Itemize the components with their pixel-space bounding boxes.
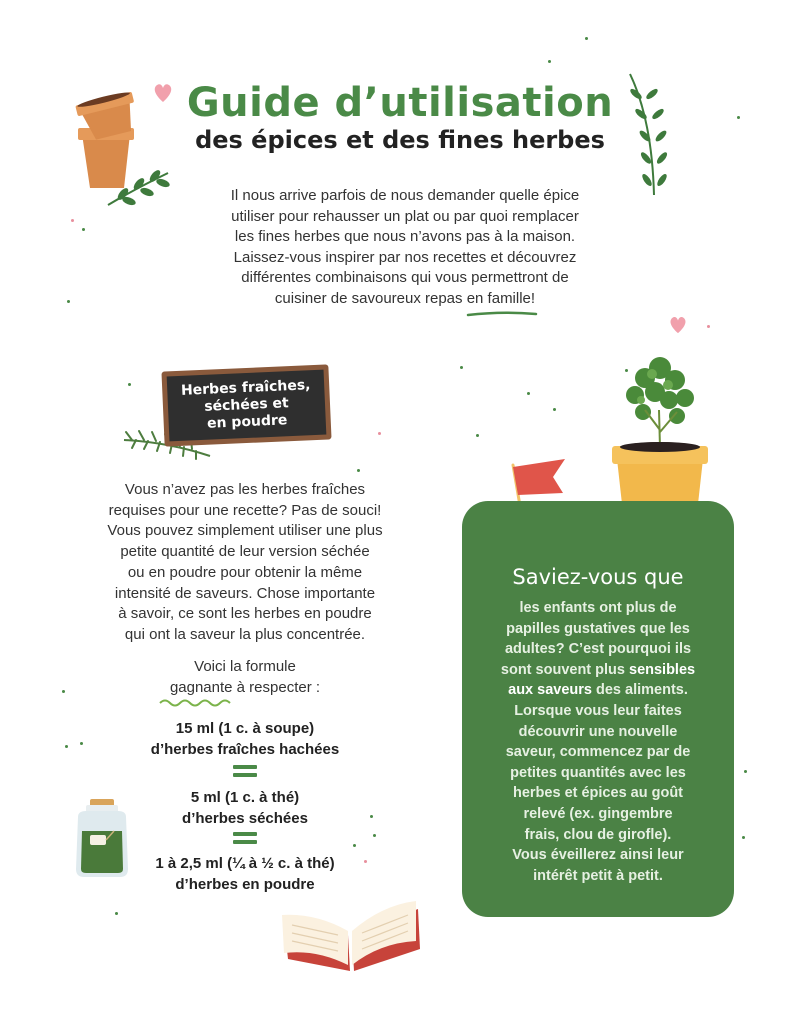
card-text: des aliments. [591,682,688,699]
card-line [487,680,709,701]
decor-dot [357,469,360,472]
intro-paragraph [195,186,615,309]
decor-dot [80,742,83,745]
decor-dot [128,383,131,386]
paragraph-line: ou en poudre pour obtenir la même [127,563,363,581]
decor-dot [527,392,530,395]
paragraph-line: Vous pouvez simplement utiliser une plus [107,522,383,540]
measure-fresh [85,718,405,760]
decor-dot [707,325,710,328]
chalkboard-line: en poudre [206,412,288,432]
card-line: saveur, commencez par de [505,744,691,761]
decor-dot [82,228,85,231]
card-line [487,660,709,681]
open-book-icon [278,893,423,973]
intro-highlight: en famille [466,289,531,307]
chalkboard-line: séchées et [203,395,290,415]
card-line: herbes et épices au goût [512,785,684,802]
paragraph-line: gagnante à respecter : [169,678,321,696]
chalkboard-sign [161,364,331,446]
decor-dot [548,60,551,63]
paragraph-line: intensité de saveurs. Chose importante [114,584,376,602]
decor-dot [625,369,628,372]
card-line: intérêt petit à petit. [533,867,663,884]
card-line: découvrir une nouvelle [518,723,678,740]
card-line: papilles gustatives que les [506,620,690,637]
decor-dot [67,300,70,303]
intro-line: les fines herbes que nous n’avons pas à la maison. [234,228,576,245]
decor-dot [744,770,747,773]
decor-dot [378,432,381,435]
intro-line: utiliser pour rehausser un plat ou par quoi remplacer [231,207,579,225]
herb-sprig-icon [103,165,173,210]
decor-dot [65,745,68,748]
intro-text: ! [530,289,536,307]
measure-line: 15 ml (1 c. à soupe) [175,720,315,737]
card-line: Vous éveillerez ainsi leur [512,847,684,864]
measure-dried [85,787,405,829]
chalkboard-line: Herbes fraîches, [180,377,311,399]
equals-sign [233,765,257,777]
measure-line: d’herbes en poudre [175,876,315,893]
paragraph-line: petite quantité de leur version séchée [120,543,370,561]
intro-line: Laissez-vous inspirer par nos recettes et découvrez [233,248,577,266]
equals-sign [233,832,257,844]
intro-line [195,289,615,310]
intro-line: différentes combinaisons qui vous permettront de [241,269,569,286]
decor-dot [373,834,376,837]
formula-intro [125,657,365,698]
card-line: petites quantités avec les [510,764,686,781]
decor-dot [742,836,745,839]
card-line: frais, clou de girofle). [524,826,672,843]
card-line: adultes? C’est pourquoi ils [504,641,692,658]
measure-line: d’herbes fraîches hachées [150,741,340,758]
decor-dot [115,912,118,915]
card-line: Lorsque vous leur faites [514,702,682,719]
decor-dot [585,37,588,40]
paragraph-line: à savoir, ce sont les herbes en poudre [118,605,372,623]
decor-dot [476,434,479,437]
card-emphasis: sensibles [629,661,696,678]
wavy-underline [158,697,233,707]
decor-dot [353,844,356,847]
page-subtitle: des épices et des fines herbes [195,126,605,154]
intro-line: Il nous arrive parfois de nous demander quelle épice [230,187,580,204]
fact-card-title: Saviez-vous que [512,565,684,589]
decor-dot [62,690,65,693]
chalkboard-text [181,377,313,434]
herbs-paragraph [85,480,405,646]
card-emphasis: aux saveurs [508,682,592,699]
paragraph-line: Vous n’avez pas les herbes fraîches [124,481,366,498]
decor-dot [553,408,556,411]
paragraph-line: Voici la formule [194,658,296,675]
underline-swash [466,310,538,318]
decor-dot [71,219,74,222]
card-text: sont souvent plus [500,661,629,678]
paragraph-line: requises pour une recette? Pas de souci! [108,501,382,519]
card-line: relevé (ex. gingembre [523,805,673,822]
heart-icon [668,315,688,335]
intro-text: cuisiner de savoureux repas [274,289,467,307]
decor-dot [460,366,463,369]
fact-card-text [487,598,709,886]
measure-powder [85,853,405,895]
decor-dot [737,116,740,119]
measure-line: d’herbes séchées [182,810,308,827]
paragraph-line: qui ont la saveur la plus concentrée. [124,625,366,643]
measure-line: 5 ml (1 c. à thé) [190,789,300,806]
measure-line: 1 à 2,5 ml (¼ à ½ c. à thé) [155,855,335,872]
card-line: les enfants ont plus de [519,600,677,616]
page-title: Guide d’utilisation [186,80,614,126]
